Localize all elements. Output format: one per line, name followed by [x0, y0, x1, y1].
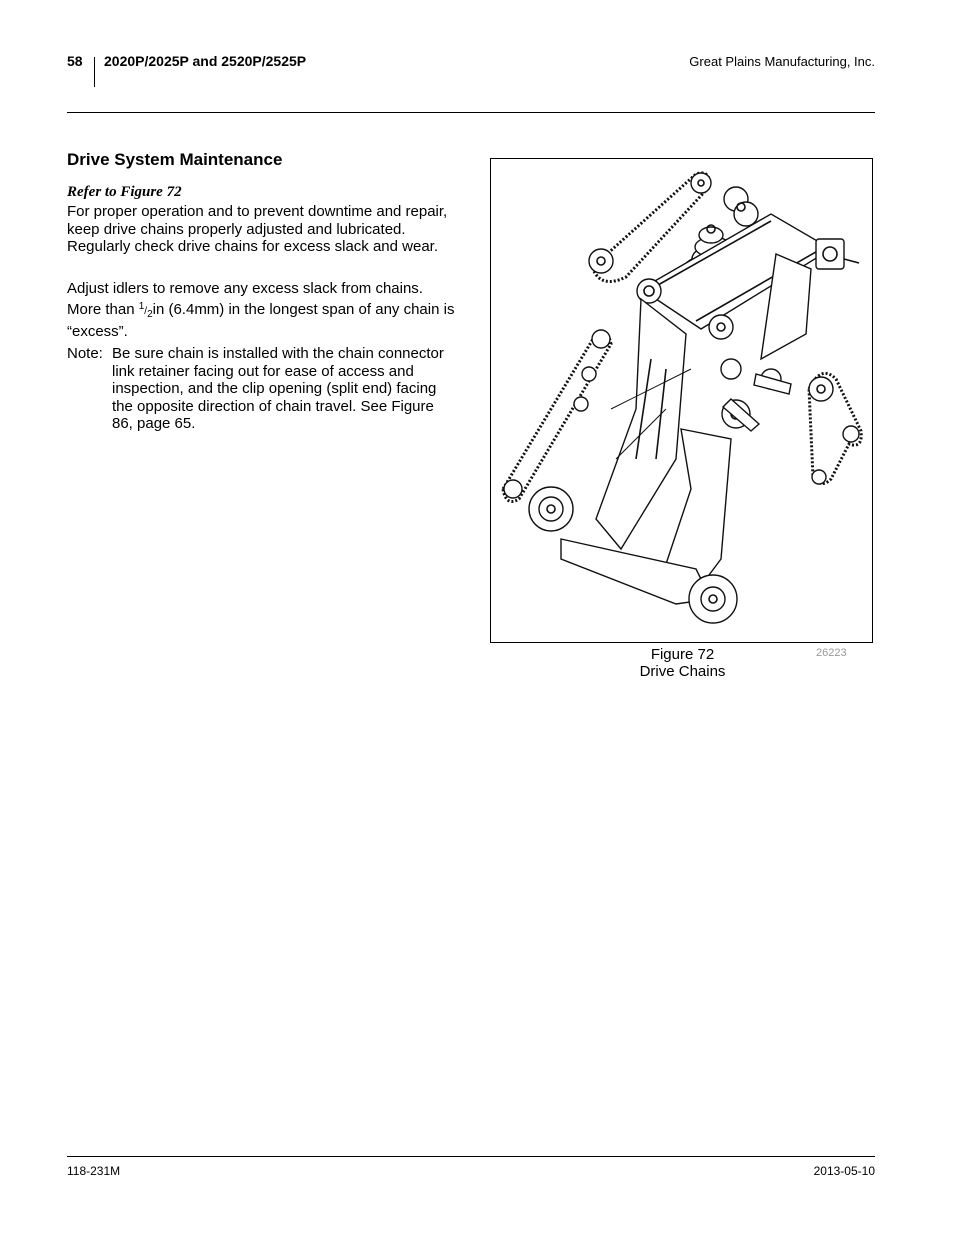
manual-model-title: 2020P/2025P and 2520P/2525P: [104, 53, 307, 69]
header-rule: [67, 112, 875, 113]
note-label: Note:: [67, 345, 103, 362]
fraction-denominator: 2: [147, 308, 153, 320]
figure-id: 26223: [816, 647, 847, 659]
company-name: Great Plains Manufacturing, Inc.: [689, 54, 875, 69]
header-divider: [94, 57, 95, 87]
slack-text-tail: in (6.4mm) in the longest span of any chain is “excess”.: [67, 300, 455, 340]
fraction-numerator: 1: [138, 300, 145, 312]
figure-title: Drive Chains: [639, 663, 726, 680]
drive-chains-illustration: [491, 159, 872, 642]
document-number: 118-231M: [67, 1164, 121, 1178]
figure-reference: Refer to Figure 72: [67, 184, 182, 200]
figure-caption: [620, 646, 745, 680]
paragraph-maintenance: For proper operation and to prevent downtime and repair, keep drive chains properly adjusted and lubricated. Regularly check drive chains for excess slack and wear.: [67, 203, 448, 255]
slack-text-lead: Adjust idlers to remove any excess slack from chains. More than: [67, 280, 423, 318]
paragraph-slack: [67, 280, 457, 341]
note-body: Be sure chain is installed with the chain connector link retainer facing out for ease of access and inspection, and the clip opening (split end) facing the opposite direction of chain travel. See Figure 86, page 65.: [112, 345, 444, 432]
fraction-half: $^1/_2$: [138, 300, 153, 320]
footer-rule: [67, 1156, 875, 1157]
figure-72-drive-chains: [490, 158, 873, 643]
page-number: 58: [67, 53, 83, 69]
section-title: Drive System Maintenance: [67, 150, 283, 169]
publication-date: 2013-05-10: [813, 1164, 875, 1178]
figure-number: Figure 72: [650, 646, 715, 663]
